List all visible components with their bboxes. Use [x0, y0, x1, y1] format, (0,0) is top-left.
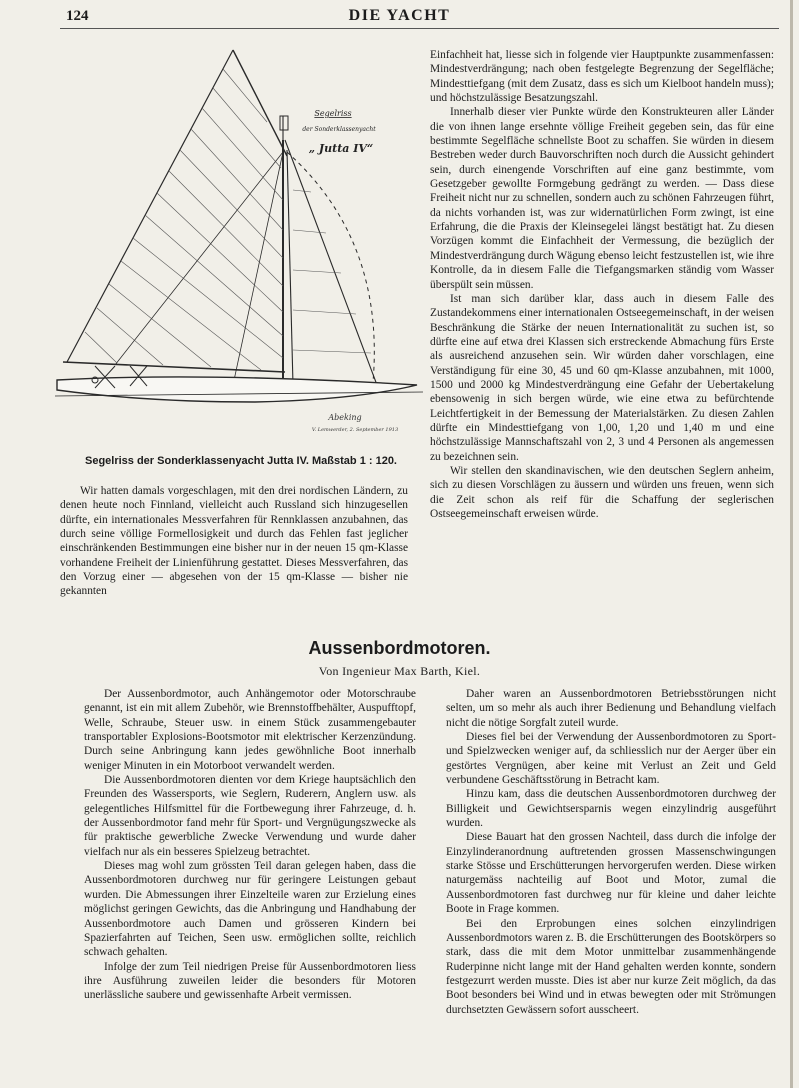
paragraph: Wir stellen den skandinavischen, wie den deutschen Seglern anheim, sich zu diesen Vorschlägen zu äussern und würden uns freuen, wenn sich die Zeit schon als reif für die Schaffung der seglerischen Ostseegemeinschaft erweisen würde. — [430, 464, 774, 520]
sail-plan-drawing — [55, 40, 425, 448]
inset-subtitle: der Sonderklassenyacht — [302, 126, 376, 133]
designer-signature-date: V. Lemwerder, 2. September 1913 — [311, 427, 399, 433]
paragraph: Ist man sich darüber klar, dass auch in diesem Falle des Zustandekommens einer internationalen Ostseegemeinschaft, in der weisen Beschränkung die Stärke der neuen Internationalität zu suchen ist, so dürfte eine auf etwa drei Klassen sich erstreckende Abmachung fürs Erste als ausreichend anzusehen sein. Wir würden daher vorschlagen, eine Verständigung für eine 30, 45 und 60 qm-Klasse anzubahnen, mit 1000, 1500 und 2000 kg Mindestverdrängung eine Gefahr der Uebertakelung ebensowenig in sich bergen würde, wie eine etwa zu befürchtende Leichtfertigkeit in der Bemessung der Materialstärken. Zu diesen Zahlen dürfte ein Mindesttiefgang von 1,00, 1,20 und 1,40 m und eine höchstzulässige Mannschaftszahl von 2, 3 und 4 Personen als angemessen zu bezeichnen sein. — [430, 292, 774, 463]
article-title: Aussenbordmotoren. — [308, 638, 491, 658]
paragraph: Wir hatten damals vorgeschlagen, mit den drei nordischen Ländern, zu denen heute noch Finnland, vielleicht auch Russland sich hinzugesellen dürfte, ein internationales Messverfahren für Rennklassen anzubahnen, das durch seine völlige Formellosigkeit und durch das Fehlen fast jeglicher einschränkenden Bestimmungen eine bisher nur in der neuen 15 qm-Klasse vorhandene Freiheit der Linienführung gestattet. Dieses Messverfahren, das den Vorzug einer — abgesehen von der 15 qm-Klasse — bisher nie gekannten — [60, 485, 408, 598]
paragraph: Hinzu kam, dass die deutschen Aussenbordmotoren durchweg der Billigkeit und Gewichtsersparnis wegen einzylindrig ausgeführt wurden. — [446, 788, 776, 830]
paragraph: Innerhalb dieser vier Punkte würde den Konstrukteuren aller Länder die von ihnen lange ersehnte völlige Freiheit gegeben sein, das für eine bestimmte Segelfläche schnellste Boot zu schaffen. Sie würden in diesem Bestreben weder durch Bauvorschriften noch durch die Aussicht gehindert sein, durch einengende Vorschriften auf eine ganz bestimmte, vom Gesetzgeber gewollte Formgebung gedrängt zu werden. — Dass diese Freiheit nicht nur zu schnellen, sondern auch zu schönen Fahrzeugen führt, da nichts vorhanden ist, was zur widernatürlichen Form zwingt, ist eine Erfahrung, die die Praxis der Kleinsegelei längst bestätigt hat. Zu diesen Vorzügen kommt die Einfachheit der Vermessung, die bezüglich der Mindestverdrängung durch Wägung ebenso leicht festzustellen ist, wie ihre Kontrolle, da in diesem Falle die Tiefgangsmarken ständig vom Wasser überspült sein müssen. — [430, 106, 774, 291]
masthead-flag — [280, 116, 288, 130]
bottom-right-column — [446, 687, 776, 1017]
paragraph: Die Aussenbordmotoren dienten vor dem Kriege hauptsächlich den Freunden des Wassersports, wie Seglern, Ruderern, Anglern usw. als gelegentliches Hilfsmittel für die Fortbewegung ihrer Fahrzeuge, d. h. der Aussenbordmotor fand mehr für Sport- und Vergnügungszwecke als für praktische gewerbliche Zwecke Verwendung und wurde daher vielfach nur als ein besseres Spielzeug betrachtet. — [84, 774, 416, 858]
paragraph: Dieses mag wohl zum grössten Teil daran gelegen haben, dass die Aussenbordmotoren durchweg nur für geringere Leistungen gebaut wurden. Die Abmessungen ihrer Einzelteile waren zur Erzielung eines möglichst geringen Gewichts, das die Anbringung und Handhabung der Aussenbordmotore auch Damen und grösseren Kindern bei Spazierfahrten auf Teichen, Seen usw. ermöglichen sollte, reichlich schwach gehalten. — [84, 860, 416, 959]
sail-plan-figure — [55, 40, 425, 448]
inset-title: Segelriss — [314, 109, 352, 118]
designer-signature: Abeking — [328, 413, 362, 422]
paragraph: Der Aussenbordmotor, auch Anhängemotor oder Motorschraube genannt, ist ein mit allem Zubehör, wie Brennstoffbehälter, Auspufftopf, Welle, Schraube, Steuer usw. in einem Stück zusammengebauter transportabler Explosions-Bootsmotor mit elektrischer Kerzenzündung. Durch seine Anbringung kann jedes gewöhnliche Boot innerhalb weniger Minuten in ein Motorboot verwandelt werden. — [84, 688, 416, 772]
page-edge-shadow — [790, 0, 793, 1088]
paragraph: Infolge der zum Teil niedrigen Preise für Aussenbordmotoren liess ihre Ausführung zuweilen leider die besonders für Motoren unerlässliche saubere und gewissenhafte Arbeit vermissen. — [84, 960, 416, 1002]
mainsail-leech — [67, 50, 233, 362]
top-right-column — [430, 48, 774, 521]
paragraph: Daher waren an Aussenbordmotoren Betriebsstörungen nicht selten, um so mehr als auch ihrer Bedienung und Behandlung vielfach nicht die nötige Sorgfalt zuteil wurde. — [446, 688, 776, 729]
top-left-column — [60, 484, 408, 599]
spinnaker-outline — [287, 152, 374, 382]
running-title: DIE YACHT — [348, 7, 451, 24]
bottom-left-column — [84, 687, 416, 1003]
paragraph: Diese Bauart hat den grossen Nachteil, dass durch die infolge der Einzylinderanordnung auftretenden grossen Massenschwingungen starke Stösse und Erschütterungen hervorgerufen werden. Diese wirken naturgemäss nachteilig auf Boot und Motor, zumal die Aussenbordmotoren fast durchweg nur für kleine und daher leichte Boote in Frage kommen. — [446, 831, 776, 916]
page-number: 124 — [66, 8, 89, 24]
jib-luff — [285, 140, 377, 385]
hull — [57, 377, 417, 402]
header-rule — [60, 28, 779, 29]
paragraph: Einfachheit hat, liesse sich in folgende vier Hauptpunkte zusammenfassen: Mindestverdrängung; nach oben festgelegte Begrenzung der Segelfläche; Mindesttiefgang (mit dem Zusatz, dass es sich um Kielboot handeln muss); und höchstzulässige Besatzungszahl. — [430, 49, 774, 105]
gaff — [233, 50, 287, 156]
figure-caption: Segelriss der Sonderklassenyacht Jutta IV. Maßstab 1 : 120. — [84, 455, 397, 467]
paragraph: Dieses fiel bei der Verwendung der Aussenbordmotoren zu Sport- und Spielzwecken weniger auf, da schliesslich nur der Aerger über ein gestörtes Vergnügen, aber keine mit Verlust an Zeit und Geld verbundene Geschäftsstörung in Betracht kam. — [446, 731, 776, 787]
article-byline: Von Ingenieur Max Barth, Kiel. — [318, 664, 481, 678]
inset-yacht-name: „ Jutta IV“ — [308, 142, 374, 155]
paragraph: Bei den Erprobungen eines solchen einzylindrigen Aussenbordmotors waren z. B. die Erschütterungen des Bootskörpers so stark, dass die mit dem Motor unmittelbar zusammenhängende Ruderpinne nicht lange mit der Hand gehalten werden konnte, sondern festgezurrt werden musste. Dies ist aber nur kurze Zeit möglich, da das Boot besonders bei Wind und in etwas bewegten oder mit Strömungen durchsetzten Gewässern sofort ausscheert. — [446, 917, 776, 1016]
